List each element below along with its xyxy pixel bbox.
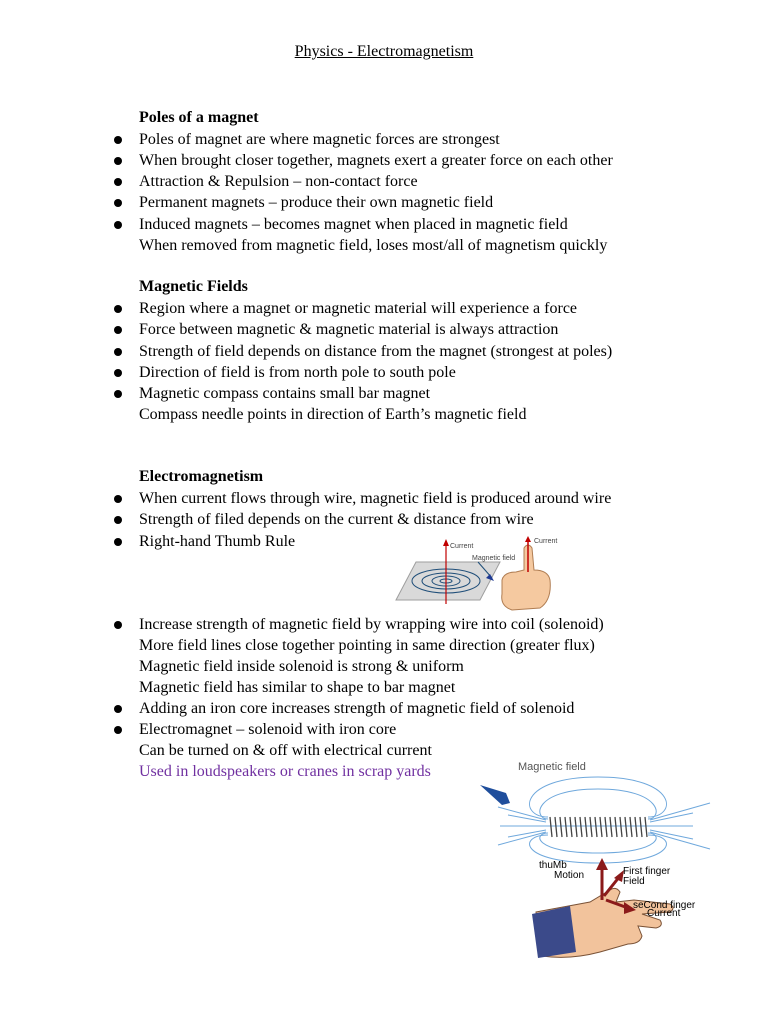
- text-line: Magnetic field has similar to shape to bar magnet: [139, 679, 456, 696]
- heading-electromagnetism: Electromagnetism: [139, 468, 264, 485]
- text-line: Compass needle points in direction of Earth’s magnetic field: [139, 406, 527, 423]
- heading-fields: Magnetic Fields: [139, 278, 248, 295]
- text-line: Induced magnets – becomes magnet when placed in magnetic field: [139, 216, 568, 233]
- text-line: Strength of filed depends on the current & distance from wire: [139, 511, 534, 528]
- first-finger-label: First finger: [623, 866, 671, 877]
- text-line: Region where a magnet or magnetic material will experience a force: [139, 300, 578, 317]
- text-line: Direction of field is from north pole to south pole: [139, 364, 456, 381]
- arrowhead-icon: [525, 536, 531, 542]
- current-label-2: Current: [534, 538, 558, 545]
- text-line: Permanent magnets – produce their own magnetic field: [139, 194, 494, 211]
- bullet-icon: [114, 538, 122, 546]
- current-label: Current: [647, 908, 681, 919]
- bullet-icon: [114, 136, 122, 144]
- bullet-icon: [114, 348, 122, 356]
- left-hand-rule-figure: [530, 852, 710, 964]
- document-title: Physics - Electromagnetism: [294, 43, 474, 60]
- bullet-icon: [114, 178, 122, 186]
- text-line: When brought closer together, magnets exert a greater force on each other: [139, 152, 613, 169]
- sleeve-shape: [532, 906, 576, 958]
- text-line: Magnetic compass contains small bar magnet: [139, 385, 431, 402]
- pointer-arrow-icon: [480, 785, 510, 805]
- text-line: Electromagnet – solenoid with iron core: [139, 721, 397, 738]
- text-line: Force between magnetic & magnetic material is always attraction: [139, 321, 559, 338]
- second-finger-label: seCond finger: [633, 900, 696, 911]
- arrowhead-icon: [443, 539, 449, 546]
- text-line: More field lines close together pointing in same direction (greater flux): [139, 637, 595, 654]
- text-line: Attraction & Repulsion – non-contact force: [139, 173, 418, 190]
- field-label: Field: [623, 876, 645, 887]
- text-line: Can be turned on & off with electrical current: [139, 742, 432, 759]
- heading-poles: Poles of a magnet: [139, 109, 259, 126]
- right-hand-thumb-rule-figure: [388, 534, 568, 614]
- highlighted-text-line: Used in loudspeakers or cranes in scrap yards: [139, 763, 431, 780]
- bullet-icon: [114, 157, 122, 165]
- bullet-icon: [114, 199, 122, 207]
- bullet-icon: [114, 705, 122, 713]
- thumb-label: thuMb: [539, 860, 567, 871]
- solenoid-figure: [478, 755, 723, 865]
- text-line: When current flows through wire, magnetic field is produced around wire: [139, 490, 612, 507]
- field-lines: [498, 777, 710, 863]
- bullet-icon: [114, 390, 122, 398]
- motion-label: Motion: [554, 870, 585, 881]
- text-line: When removed from magnetic field, loses most/all of magnetism quickly: [139, 237, 608, 254]
- bullet-icon: [114, 369, 122, 377]
- bullet-icon: [114, 326, 122, 334]
- coil-windings: [550, 817, 647, 837]
- bullet-icon: [114, 221, 122, 229]
- current-label: Current: [450, 543, 474, 550]
- arrowhead-icon: [596, 858, 608, 870]
- bullet-icon: [114, 726, 122, 734]
- text-line: Poles of magnet are where magnetic forces are strongest: [139, 131, 500, 148]
- text-line: Magnetic field inside solenoid is strong & uniform: [139, 658, 464, 675]
- magnetic-field-label: Magnetic field: [518, 761, 586, 773]
- bullet-icon: [114, 305, 122, 313]
- text-line: Increase strength of magnetic field by wrapping wire into coil (solenoid): [139, 616, 604, 633]
- bullet-icon: [114, 516, 122, 524]
- field-label: Magnetic field: [472, 555, 516, 562]
- bullet-icon: [114, 621, 122, 629]
- bullet-icon: [114, 495, 122, 503]
- text-line: Right-hand Thumb Rule: [139, 533, 296, 550]
- text-line: Adding an iron core increases strength of magnetic field of solenoid: [139, 700, 575, 717]
- text-line: Strength of field depends on distance from the magnet (strongest at poles): [139, 343, 613, 360]
